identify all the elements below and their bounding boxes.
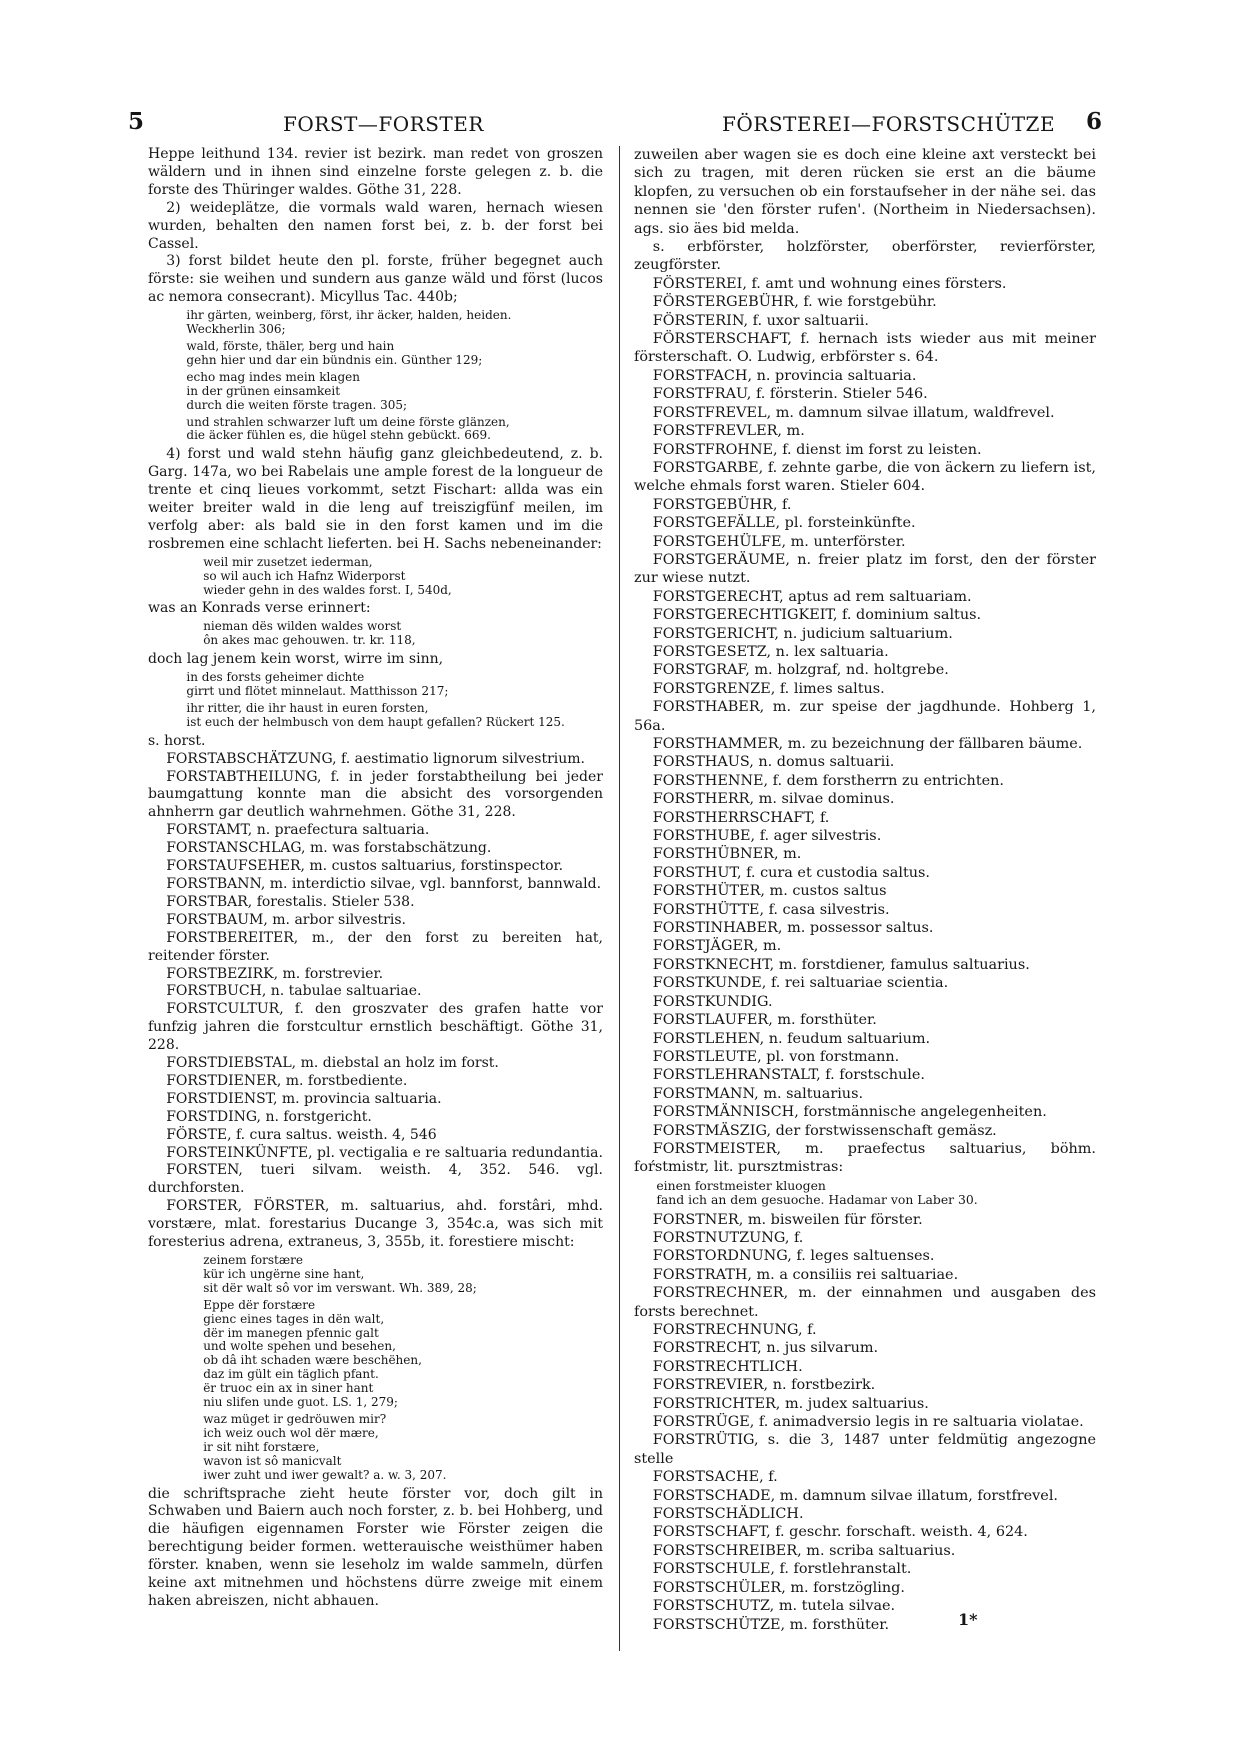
entry-paragraph: FORSTMÄNNISCH, forstmännische angelegenheiten. <box>652 1104 1047 1121</box>
quotation: Eppe dër forstære gienc eines tages in dën walt, dër im manegen pfennic galt und wolte spehen und besehen, ob dâ iht schaden wære beschëhen, daz im gült ein täglich pfant. ër truoc ein ax in siner hant niu slifen unde guot. LS. 1, 279; <box>203 1297 422 1410</box>
entry-paragraph: FORSTMÄSZIG, der forstwissenschaft gemäsz. <box>652 1122 997 1139</box>
entry-paragraph: FORSTSACHE, f. <box>652 1469 778 1486</box>
entry-paragraph: FORSTSCHULE, f. forstlehranstalt. <box>652 1561 912 1578</box>
page-number-left: 5 <box>128 108 145 135</box>
running-head-right: FÖRSTEREI—FORSTSCHÜTZE <box>722 112 1056 136</box>
entry-paragraph: Heppe leithund 134. revier ist bezirk. man redet von groszen wäldern und in ihnen sind einzelne forste gelegen z. b. die forste des Thüringer waldes. Göthe 31, 228. <box>148 146 603 198</box>
entry-paragraph: FORSTGERECHTIGKEIT, f. dominium saltus. <box>652 607 982 624</box>
quotation: nieman dës wilden waldes worst ôn akes mac gehouwen. tr. kr. 118, <box>203 619 416 648</box>
entry-paragraph: 2) weideplätze, die vormals wald waren, hernach wiesen wurden, behalten den namen forst bei, z. b. der forst bei Cassel. <box>148 199 603 252</box>
quotation: und strahlen schwarzer luft um deine förste glänzen, die äcker fühlen es, die hügel stehn gebückt. 669. <box>186 414 510 443</box>
entry-paragraph: FORSTSCHADE, m. damnum silvae illatum, forstfrevel. <box>652 1487 1058 1504</box>
entry-paragraph: FORSTRICHTER, m. judex saltuarius. <box>652 1395 929 1412</box>
entry-paragraph: FORSTNUTZUNG, f. <box>652 1229 804 1246</box>
signature-mark: 1* <box>958 1610 978 1629</box>
entry-paragraph: FORSTABTHEILUNG, f. in jeder forstabtheilung bei jeder baumgattung konnte man die absicht des vorsorgenden ahnherrn gar deutlich wahrnehmen. Göthe 31, 228. <box>148 768 603 821</box>
entry-paragraph: FORSTRECHNER, m. der einnahmen und ausgaben des forsts berechnet. <box>634 1285 1096 1320</box>
quotation: waz müget ir gedröuwen mir? ich weiz ouch wol dër mære, ir sit niht forstære, wavon ist sô manicvalt iwer zuht und iwer gewalt? a. w. 3, 207. <box>203 1411 447 1482</box>
entry-paragraph: FORSTLAUFER, m. forsthüter. <box>652 1012 877 1029</box>
entry-paragraph: FORSTHAUS, n. domus saltuarii. <box>652 754 895 771</box>
entry-paragraph: FORSTBUCH, n. tabulae saltuariae. <box>166 983 422 1000</box>
quotation: weil mir zusetzet iederman, so wil auch ich Hafnz Widerporst wieder gehn in des waldes forst. I, 540d, <box>203 554 452 597</box>
entry-paragraph: FORSTABSCHÄTZUNG, f. aestimatio lignorum silvestrium. <box>166 750 585 767</box>
entry-paragraph: FORSTSCHÜLER, m. forstzögling. <box>652 1579 905 1596</box>
entry-paragraph: FORSTGESETZ, n. lex saltuaria. <box>652 643 889 660</box>
entry-paragraph: FORSTINHABER, m. possessor saltus. <box>652 920 934 937</box>
entry-paragraph: FORSTGERICHT, n. judicium saltuarium. <box>652 625 953 642</box>
entry-paragraph: FORSTRECHTLICH. <box>652 1358 803 1375</box>
entry-paragraph: FORSTDIEBSTAL, m. diebstal an holz im forst. <box>166 1055 499 1072</box>
entry-paragraph: FORSTGEHÜLFE, m. unterförster. <box>652 533 906 550</box>
entry-paragraph: FÖRSTERSCHAFT, f. hernach ists wieder aus mit meiner försterschaft. O. Ludwig, erbförster s. 64. <box>634 331 1096 366</box>
entry-paragraph: FORSTRECHNUNG, f. <box>652 1322 817 1338</box>
running-head-left: FORST—FORSTER <box>283 112 484 136</box>
entry-paragraph: FORSTHÜBNER, m. <box>652 846 802 863</box>
entry-paragraph: FORSTBEZIRK, m. forstrevier. <box>166 965 384 982</box>
entry-paragraph: FORSTKUNDIG. <box>652 993 773 1010</box>
entry-paragraph: FORSTJÄGER, m. <box>652 938 782 955</box>
quotation: einen forstmeister kluogen fand ich an dem gesuoche. Hadamar von Laber 30. <box>656 1177 978 1208</box>
entry-paragraph: FORSTHAMMER, m. zu bezeichnung der fällbaren bäume. <box>652 736 1083 752</box>
entry-paragraph: FORSTCULTUR, f. den groszvater des grafen hatte vor funfzig jahren die forstcultur ernstlich beschäftigt. Göthe 31, 228. <box>148 1001 603 1054</box>
quotation: ihr gärten, weinberg, först, ihr äcker, halden, heiden. Weckherlin 306; <box>186 308 512 337</box>
entry-paragraph: FORSTHUT, f. cura et custodia saltus. <box>652 864 931 881</box>
entry-paragraph: FORSTLEUTE, pl. von forstmann. <box>652 1048 900 1065</box>
quotation: echo mag indes mein klagen in der grünen einsamkeit durch die weiten förste tragen. 305; <box>186 369 408 412</box>
entry-paragraph: FORSTGERECHT, aptus ad rem saltuariam. <box>652 588 972 605</box>
entry-paragraph: FORSTFACH, n. provincia saltuaria. <box>652 367 917 384</box>
entry-paragraph: FORSTHUBE, f. ager silvestris. <box>652 828 882 845</box>
entry-paragraph: FÖRSTE, f. cura saltus. weisth. 4, 546 <box>166 1126 437 1143</box>
entry-paragraph: FORSTHABER, m. zur speise der jagdhunde. Hohberg 1, 56a. <box>634 699 1096 734</box>
entry-paragraph: FORSTLEHEN, n. feudum saltuarium. <box>652 1030 931 1047</box>
entry-paragraph: FORSTFREVEL, m. damnum silvae illatum, waldfrevel. <box>652 404 1055 421</box>
entry-paragraph: FÖRSTEREI, f. amt und wohnung eines försters. <box>652 275 1007 292</box>
entry-paragraph: FORSTHÜTER, m. custos saltus <box>652 883 887 900</box>
quotation: zeinem forstære kür ich ungërne sine hant, sit dër walt sô vor im verswant. Wh. 389, 28; <box>203 1253 477 1295</box>
entry-paragraph: FORSTKUNDE, f. rei saltuariae scientia. <box>652 975 949 992</box>
right-column <box>634 146 1096 1634</box>
entry-paragraph: FORSTHENNE, f. dem forstherrn zu entrichten. <box>652 772 1004 789</box>
entry-paragraph: FORSTDIENST, m. provincia saltuaria. <box>166 1090 442 1107</box>
entry-paragraph: FORSTHÜTTE, f. casa silvestris. <box>652 901 890 918</box>
entry-paragraph: FORSTEINKÜNFTE, pl. vectigalia e re saltuaria redundantia. <box>166 1144 603 1161</box>
entry-paragraph: FORSTDIENER, m. forstbediente. <box>166 1072 408 1089</box>
entry-paragraph: FORSTDING, n. forstgericht. <box>166 1108 372 1125</box>
entry-paragraph: FORSTFREVLER, m. <box>652 423 805 440</box>
entry-paragraph: was an Konrads verse erinnert: <box>148 600 371 617</box>
entry-paragraph: FORSTGARBE, f. zehnte garbe, die von äckern zu liefern ist, welche ehmals forst waren. Stieler 604. <box>634 459 1096 495</box>
entry-paragraph: FORSTKNECHT, m. forstdiener, famulus saltuarius. <box>652 956 1030 973</box>
entry-paragraph: FORSTMEISTER, m. praefectus saltuarius, böhm. foŕstmistr, lit. pursztmistras: <box>634 1140 1096 1176</box>
entry-paragraph: FORSTANSCHLAG, m. was forstabschätzung. <box>166 840 492 857</box>
page-number-right: 6 <box>1086 108 1103 135</box>
quotation: wald, förste, thäler, berg und hain gehn hier und dar ein bündnis ein. Günther 129; <box>186 338 483 367</box>
entry-paragraph: FORSTSCHÄDLICH. <box>652 1506 804 1523</box>
entry-paragraph: 3) forst bildet heute den pl. forste, früher begegnet auch förste: sie weihen und sundern aus ganze wäld und först (lucos ac nemora consecrant). Micyllus Tac. 440b; <box>148 253 603 306</box>
entry-paragraph: FORSTGEBÜHR, f. <box>652 496 792 513</box>
entry-paragraph: FORSTMANN, m. saltuarius. <box>652 1085 864 1102</box>
entry-paragraph: FORSTFROHNE, f. dienst im forst zu leisten. <box>652 441 982 458</box>
entry-paragraph: FORSTLEHRANSTALT, f. forstschule. <box>652 1067 925 1084</box>
entry-paragraph: doch lag jenem kein worst, wirre im sinn, <box>148 651 444 668</box>
left-column <box>148 146 603 1611</box>
entry-paragraph: s. erbförster, holzförster, oberförster, revierförster, zeugförster. <box>634 239 1096 274</box>
entry-paragraph: FORSTGEFÄLLE, pl. forsteinkünfte. <box>652 515 916 532</box>
entry-paragraph: FORSTBAR, forestalis. Stieler 538. <box>166 893 415 910</box>
quotation: ihr ritter, die ihr haust in euren forsten, ist euch der helmbusch von dem haupt gefallen? Rückert 125. <box>186 700 565 729</box>
entry-paragraph: FORSTRECHT, n. jus silvarum. <box>652 1340 879 1357</box>
entry-paragraph: FORSTSCHÜTZE, m. forsthüter. <box>652 1616 890 1633</box>
entry-paragraph: 4) forst und wald stehn häufig ganz gleichbedeutend, z. b. Garg. 147a, wo bei Rabelais une ample forest de la longueur de trente et cinq lieues vorkommt, setzt Fischart: allda was ein weiter breiter wald in die leng auf treiszigfünf meilen, im verfolg aber: als bald sie in den forst kamen und im die rosbremen eine schlacht lieferten. bei H. Sachs nebeneinander: <box>148 446 603 552</box>
entry-paragraph: FORSTBEREITER, m., der den forst zu bereiten hat, reitender förster. <box>148 929 603 964</box>
entry-paragraph: FORSTREVIER, n. forstbezirk. <box>652 1377 876 1394</box>
entry-paragraph: FORSTGRENZE, f. limes saltus. <box>652 680 885 697</box>
entry-paragraph: die schriftsprache zieht heute förster vor, doch gilt in Schwaben und Baiern auch noch forster, z. b. bei Hohberg, und die häufigen eigennamen Forster wie Förster zeigen die berechtigung beider formen. wetterauische weisthümer haben förster. knaben, wenn sie leseholz im walde sammeln, dürfen keine axt mitnehmen und höchstens dürre zweige mit einem haken abreiszen, nicht abhauen. <box>148 1485 603 1609</box>
entry-paragraph: FORSTFRAU, f. försterin. Stieler 546. <box>652 386 928 403</box>
entry-paragraph: FORSTBANN, m. interdictio silvae, vgl. bannforst, bannwald. <box>166 875 602 892</box>
entry-paragraph: zuweilen aber wagen sie es doch eine kleine axt versteckt bei sich zu tragen, mit deren rücken sie erst an die bäume klopfen, zu versuchen ob ein forstaufseher in der nähe sei. das nennen sie 'den förster rufen'. (Northeim in Niedersachsen). ags. sio äes bid melda. <box>634 147 1096 237</box>
entry-paragraph: FORSTBAUM, m. arbor silvestris. <box>166 911 406 928</box>
entry-paragraph: FORSTEN, tueri silvam. weisth. 4, 352. 546. vgl. durchforsten. <box>148 1162 603 1197</box>
entry-paragraph: FORSTGERÄUME, n. freier platz im forst, den der förster zur wiese nutzt. <box>634 551 1096 587</box>
entry-paragraph: FORSTAUFSEHER, m. custos saltuarius, forstinspector. <box>166 858 564 875</box>
column-rule <box>619 146 620 1651</box>
entry-paragraph: FORSTNER, m. bisweilen für förster. <box>652 1211 923 1228</box>
entry-paragraph: FÖRSTERIN, f. uxor saltuarii. <box>652 312 869 329</box>
entry-paragraph: FORSTSCHREIBER, m. scriba saltuarius. <box>652 1542 956 1559</box>
entry-paragraph: FORSTSCHUTZ, m. tutela silvae. <box>652 1598 896 1615</box>
quotation: in des forsts geheimer dichte girrt und flötet minnelaut. Matthisson 217; <box>186 670 449 698</box>
entry-paragraph: FORSTRATH, m. a consiliis rei saltuariae. <box>652 1266 959 1283</box>
entry-paragraph: FORSTGRAF, m. holzgraf, nd. holtgrebe. <box>652 662 949 679</box>
entry-paragraph: s. horst. <box>148 732 206 749</box>
entry-paragraph: FORSTER, FÖRSTER, m. saltuarius, ahd. forstâri, mhd. vorstære, mlat. forestarius Ducange 3, 354c.a, was sich mit foresterius adrena, extraneus, 3, 355b, it. forestiere mischt: <box>148 1198 603 1251</box>
entry-paragraph: FORSTRÜGE, f. animadversio legis in re saltuaria violatae. <box>652 1414 1084 1431</box>
entry-paragraph: FÖRSTERGEBÜHR, f. wie forstgebühr. <box>652 294 937 311</box>
entry-paragraph: FORSTRÜTIG, s. die 3, 1487 unter feldmütig angezogne stelle <box>634 1432 1096 1467</box>
entry-paragraph: FORSTHERRSCHAFT, f. <box>652 809 830 826</box>
entry-paragraph: FORSTSCHAFT, f. geschr. forschaft. weisth. 4, 624. <box>652 1524 1028 1541</box>
entry-paragraph: FORSTHERR, m. silvae dominus. <box>652 791 895 808</box>
entry-paragraph: FORSTAMT, n. praefectura saltuaria. <box>166 822 430 839</box>
entry-paragraph: FORSTORDNUNG, f. leges saltuenses. <box>652 1248 935 1265</box>
